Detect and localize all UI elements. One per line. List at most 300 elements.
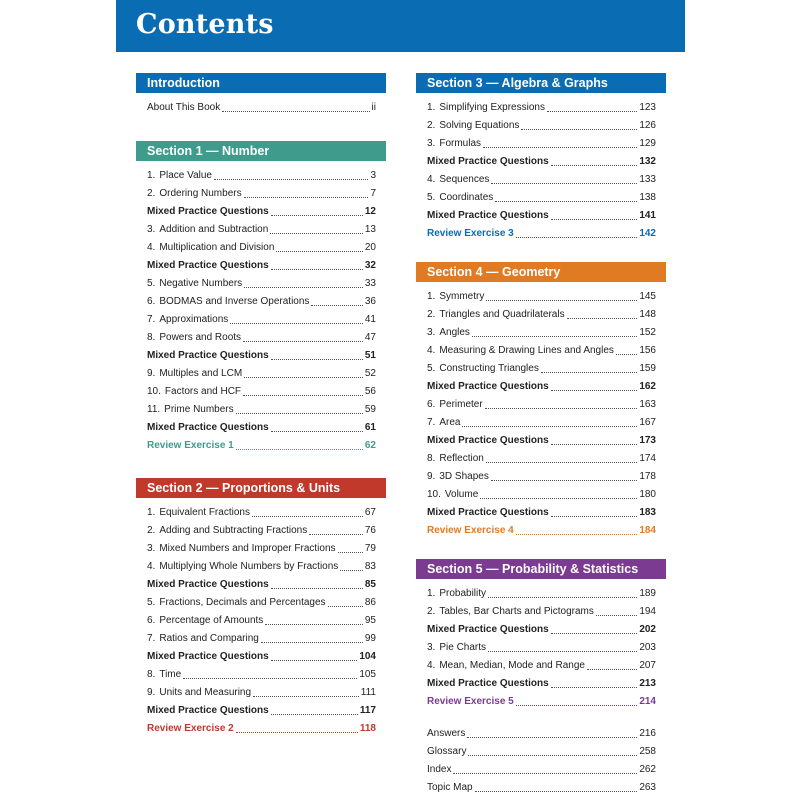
entry-title: Review Exercise 3 <box>427 228 514 239</box>
contents-entry <box>147 239 376 257</box>
dot-leader <box>276 251 362 252</box>
entry-title: Solving Equations <box>439 120 520 131</box>
dot-leader <box>270 233 363 234</box>
entry-title: Prime Numbers <box>164 404 234 415</box>
dot-leader <box>551 687 638 688</box>
contents-entry <box>147 293 376 311</box>
dot-leader <box>483 147 637 148</box>
entry-page-number: 263 <box>639 782 656 793</box>
entry-page-number: 52 <box>364 368 376 379</box>
entry-title: Mixed Practice Questions <box>147 651 269 662</box>
contents-entry <box>427 585 656 603</box>
entry-page-number: 167 <box>639 417 656 428</box>
entry-title: Review Exercise 1 <box>147 440 234 451</box>
dot-leader <box>236 732 358 733</box>
entry-page-number: 214 <box>639 696 656 707</box>
entry-page-number: 183 <box>639 507 656 518</box>
entry-title: Mixed Practice Questions <box>427 210 549 221</box>
entry-title: Mixed Practice Questions <box>147 260 269 271</box>
section-introduction <box>136 73 386 117</box>
entry-page-number: 32 <box>364 260 376 271</box>
entry-title: Simplifying Expressions <box>439 102 545 113</box>
left-column <box>136 73 386 738</box>
entry-title: Mixed Practice Questions <box>427 507 549 518</box>
contents-entry <box>427 324 656 342</box>
entry-page-number: 7 <box>370 188 376 199</box>
contents-entry <box>147 594 376 612</box>
entry-title: Volume <box>444 489 479 500</box>
contents-entry <box>427 288 656 306</box>
entry-page-number: 76 <box>364 525 376 536</box>
entry-number: 2. <box>427 120 436 131</box>
entry-title: Glossary <box>427 746 467 757</box>
entry-page-number: 138 <box>639 192 656 203</box>
entry-title: Powers and Roots <box>159 332 242 343</box>
entry-title: Formulas <box>439 138 482 149</box>
contents-entry <box>147 612 376 630</box>
dot-leader <box>551 165 638 166</box>
entry-number: 1. <box>427 588 436 599</box>
review-exercise-entry <box>147 437 376 455</box>
entry-title: Angles <box>439 327 470 338</box>
dot-leader <box>253 696 359 697</box>
dot-leader <box>587 669 637 670</box>
entry-title: Approximations <box>159 314 229 325</box>
entry-page-number: 202 <box>639 624 656 635</box>
dot-leader <box>551 444 638 445</box>
entry-page-number: 156 <box>639 345 656 356</box>
section-heading: Section 4 — Geometry <box>416 262 666 282</box>
dot-leader <box>340 570 363 571</box>
section-heading: Section 2 — Proportions & Units <box>136 478 386 498</box>
contents-entry <box>427 171 656 189</box>
dot-leader <box>328 606 363 607</box>
dot-leader <box>236 413 363 414</box>
dot-leader <box>567 318 638 319</box>
review-exercise-entry <box>427 693 656 711</box>
section-entries <box>136 93 386 117</box>
entry-title: Sequences <box>439 174 490 185</box>
entry-title: Mixed Practice Questions <box>427 678 549 689</box>
entry-page-number: ii <box>371 102 376 113</box>
mixed-practice-entry <box>427 432 656 450</box>
entry-number: 4. <box>427 174 436 185</box>
entry-number: 6. <box>147 615 156 626</box>
contents-entry <box>147 185 376 203</box>
section-entries <box>416 282 666 540</box>
entry-page-number: 56 <box>364 386 376 397</box>
dot-leader <box>338 552 363 553</box>
contents-banner <box>116 0 685 52</box>
entry-title: Coordinates <box>439 192 494 203</box>
entry-number: 2. <box>427 309 436 320</box>
entry-number: 4. <box>427 345 436 356</box>
back-matter <box>416 725 666 797</box>
entry-number: 8. <box>147 332 156 343</box>
entry-number: 1. <box>427 291 436 302</box>
dot-leader <box>547 111 637 112</box>
entry-number: 1. <box>147 507 156 518</box>
entry-title: Mixed Practice Questions <box>147 350 269 361</box>
entry-title: Measuring & Drawing Lines and Angles <box>439 345 614 356</box>
dot-leader <box>516 237 638 238</box>
entry-number: 9. <box>427 471 436 482</box>
dot-leader <box>551 219 638 220</box>
entry-page-number: 145 <box>639 291 656 302</box>
entry-title: Ratios and Comparing <box>159 633 259 644</box>
dot-leader <box>222 111 369 112</box>
section-heading: Section 1 — Number <box>136 141 386 161</box>
section-entries <box>136 161 386 455</box>
entry-title: Index <box>427 764 452 775</box>
entry-page-number: 12 <box>364 206 376 217</box>
entry-title: Constructing Triangles <box>439 363 539 374</box>
entry-number: 6. <box>147 296 156 307</box>
entry-number: 9. <box>147 687 156 698</box>
entry-title: Mixed Practice Questions <box>427 381 549 392</box>
contents-entry <box>427 657 656 675</box>
entry-number: 3. <box>147 543 156 554</box>
dot-leader <box>551 633 638 634</box>
dot-leader <box>491 480 637 481</box>
entry-title: Ordering Numbers <box>159 188 242 199</box>
entry-number: 6. <box>427 399 436 410</box>
entry-page-number: 85 <box>364 579 376 590</box>
section-probability-statistics <box>416 559 666 711</box>
dot-leader <box>488 597 637 598</box>
contents-entry <box>427 486 656 504</box>
contents-page <box>116 0 685 800</box>
entry-number: 3. <box>147 224 156 235</box>
entry-page-number: 184 <box>639 525 656 536</box>
entry-number: 8. <box>147 669 156 680</box>
entry-title: Mean, Median, Mode and Range <box>439 660 585 671</box>
dot-leader <box>516 534 638 535</box>
entry-title: Multiples and LCM <box>159 368 243 379</box>
contents-entry <box>147 221 376 239</box>
entry-page-number: 178 <box>639 471 656 482</box>
entry-title: Fractions, Decimals and Percentages <box>159 597 326 608</box>
entry-page-number: 83 <box>364 561 376 572</box>
entry-title: Time <box>159 669 182 680</box>
entry-page-number: 163 <box>639 399 656 410</box>
contents-entry <box>147 540 376 558</box>
dot-leader <box>551 390 638 391</box>
entry-page-number: 33 <box>364 278 376 289</box>
dot-leader <box>244 377 363 378</box>
entry-title: Mixed Practice Questions <box>427 624 549 635</box>
section-heading: Section 5 — Probability & Statistics <box>416 559 666 579</box>
entry-number: 5. <box>147 597 156 608</box>
entry-title: 3D Shapes <box>439 471 489 482</box>
section-geometry <box>416 262 666 540</box>
contents-entry <box>427 342 656 360</box>
entry-number: 2. <box>147 188 156 199</box>
contents-entry <box>427 414 656 432</box>
entry-title: Mixed Practice Questions <box>147 705 269 716</box>
entry-number: 3. <box>427 138 436 149</box>
contents-entry <box>147 630 376 648</box>
entry-title: Mixed Practice Questions <box>427 156 549 167</box>
dot-leader <box>243 341 363 342</box>
entry-title: Symmetry <box>439 291 485 302</box>
contents-entry <box>427 135 656 153</box>
dot-leader <box>521 129 637 130</box>
entry-title: Perimeter <box>439 399 483 410</box>
dot-leader <box>486 300 637 301</box>
dot-leader <box>271 660 358 661</box>
entry-page-number: 152 <box>639 327 656 338</box>
dot-leader <box>271 714 358 715</box>
entry-number: 4. <box>147 561 156 572</box>
right-column <box>416 73 666 797</box>
entry-number: 1. <box>147 170 156 181</box>
entry-page-number: 173 <box>639 435 656 446</box>
contents-entry <box>147 365 376 383</box>
contents-entry <box>147 401 376 419</box>
entry-title: Percentage of Amounts <box>159 615 264 626</box>
contents-entry <box>427 360 656 378</box>
contents-entry <box>147 383 376 401</box>
dot-leader <box>183 678 357 679</box>
entry-number: 7. <box>147 633 156 644</box>
mixed-practice-entry <box>427 504 656 522</box>
entry-page-number: 67 <box>364 507 376 518</box>
entry-page-number: 104 <box>359 651 376 662</box>
entry-page-number: 86 <box>364 597 376 608</box>
entry-title: Mixed Practice Questions <box>427 435 549 446</box>
entry-title: Adding and Subtracting Fractions <box>159 525 308 536</box>
entry-title: Pie Charts <box>439 642 487 653</box>
entry-page-number: 95 <box>364 615 376 626</box>
entry-page-number: 207 <box>639 660 656 671</box>
entry-title: Negative Numbers <box>159 278 243 289</box>
dot-leader <box>488 651 637 652</box>
contents-entry <box>427 725 656 743</box>
dot-leader <box>243 395 363 396</box>
entry-title: Review Exercise 5 <box>427 696 514 707</box>
entry-number: 4. <box>147 242 156 253</box>
entry-title: Units and Measuring <box>159 687 252 698</box>
contents-entry <box>427 99 656 117</box>
review-exercise-entry <box>427 522 656 540</box>
entry-page-number: 203 <box>639 642 656 653</box>
contents-entry <box>147 558 376 576</box>
entry-number: 7. <box>427 417 436 428</box>
entry-page-number: 105 <box>359 669 376 680</box>
entry-title: Probability <box>439 588 487 599</box>
entry-title: Tables, Bar Charts and Pictograms <box>439 606 594 617</box>
entry-number: 5. <box>427 192 436 203</box>
dot-leader <box>214 179 368 180</box>
entry-page-number: 99 <box>364 633 376 644</box>
entry-number: 10. <box>147 386 161 397</box>
entry-page-number: 20 <box>364 242 376 253</box>
contents-entry <box>427 306 656 324</box>
contents-entry <box>147 522 376 540</box>
entry-number: 1. <box>427 102 436 113</box>
entry-title: Addition and Subtraction <box>159 224 269 235</box>
dot-leader <box>252 516 363 517</box>
section-proportions-units <box>136 478 386 738</box>
dot-leader <box>467 737 637 738</box>
dot-leader <box>244 197 369 198</box>
contents-entry <box>427 468 656 486</box>
review-exercise-entry <box>147 720 376 738</box>
entry-title: BODMAS and Inverse Operations <box>159 296 310 307</box>
entry-page-number: 141 <box>639 210 656 221</box>
entry-title: Review Exercise 2 <box>147 723 234 734</box>
contents-entry <box>147 99 376 117</box>
entry-title: Reflection <box>439 453 484 464</box>
contents-entry <box>147 167 376 185</box>
entry-title: Equivalent Fractions <box>159 507 250 518</box>
section-heading: Section 3 — Algebra & Graphs <box>416 73 666 93</box>
entry-page-number: 129 <box>639 138 656 149</box>
dot-leader <box>453 773 637 774</box>
entry-number: 9. <box>147 368 156 379</box>
contents-entry <box>427 450 656 468</box>
entry-page-number: 3 <box>370 170 376 181</box>
entry-title: Topic Map <box>427 782 473 793</box>
entry-title: Triangles and Quadrilaterals <box>439 309 565 320</box>
mixed-practice-entry <box>147 576 376 594</box>
dot-leader <box>271 215 363 216</box>
dot-leader <box>551 516 638 517</box>
dot-leader <box>491 183 637 184</box>
section-heading: Introduction <box>136 73 386 93</box>
dot-leader <box>495 201 637 202</box>
entry-title: Mixed Practice Questions <box>147 206 269 217</box>
mixed-practice-entry <box>147 702 376 720</box>
entry-title: Answers <box>427 728 466 739</box>
dot-leader <box>244 287 363 288</box>
dot-leader <box>311 305 362 306</box>
entry-number: 10. <box>427 489 441 500</box>
contents-entry <box>427 761 656 779</box>
entry-title: Factors and HCF <box>164 386 242 397</box>
mixed-practice-entry <box>147 203 376 221</box>
contents-entry <box>427 639 656 657</box>
entry-page-number: 79 <box>364 543 376 554</box>
section-entries <box>416 725 666 797</box>
dot-leader <box>265 624 363 625</box>
entry-page-number: 61 <box>364 422 376 433</box>
entry-title: Mixed Practice Questions <box>147 579 269 590</box>
entry-page-number: 118 <box>359 723 376 734</box>
dot-leader <box>230 323 363 324</box>
dot-leader <box>475 791 638 792</box>
contents-entry <box>147 684 376 702</box>
entry-page-number: 133 <box>639 174 656 185</box>
entry-number: 4. <box>427 660 436 671</box>
contents-entry <box>427 189 656 207</box>
entry-page-number: 194 <box>639 606 656 617</box>
entry-title: Review Exercise 4 <box>427 525 514 536</box>
contents-entry <box>147 666 376 684</box>
entry-number: 7. <box>147 314 156 325</box>
entry-page-number: 132 <box>639 156 656 167</box>
review-exercise-entry <box>427 225 656 243</box>
contents-entry <box>427 743 656 761</box>
entry-page-number: 148 <box>639 309 656 320</box>
dot-leader <box>485 408 638 409</box>
contents-entry <box>427 779 656 797</box>
contents-entry <box>147 311 376 329</box>
mixed-practice-entry <box>427 153 656 171</box>
mixed-practice-entry <box>147 648 376 666</box>
dot-leader <box>271 269 363 270</box>
dot-leader <box>468 755 637 756</box>
dot-leader <box>472 336 637 337</box>
entry-number: 3. <box>427 642 436 653</box>
entry-title: About This Book <box>147 102 221 113</box>
entry-page-number: 51 <box>364 350 376 361</box>
entry-page-number: 258 <box>639 746 656 757</box>
section-entries <box>136 498 386 738</box>
entry-page-number: 162 <box>639 381 656 392</box>
entry-page-number: 59 <box>364 404 376 415</box>
entry-page-number: 216 <box>639 728 656 739</box>
dot-leader <box>236 449 363 450</box>
section-entries <box>416 579 666 711</box>
section-entries <box>416 93 666 243</box>
dot-leader <box>516 705 638 706</box>
entry-page-number: 13 <box>364 224 376 235</box>
mixed-practice-entry <box>147 419 376 437</box>
contents-entry <box>427 396 656 414</box>
entry-number: 2. <box>427 606 436 617</box>
dot-leader <box>271 588 363 589</box>
entry-page-number: 180 <box>639 489 656 500</box>
entry-page-number: 36 <box>364 296 376 307</box>
entry-page-number: 213 <box>639 678 656 689</box>
dot-leader <box>596 615 637 616</box>
entry-title: Area <box>439 417 461 428</box>
entry-page-number: 159 <box>639 363 656 374</box>
entry-title: Multiplying Whole Numbers by Fractions <box>159 561 339 572</box>
dot-leader <box>462 426 637 427</box>
entry-number: 8. <box>427 453 436 464</box>
contents-entry <box>147 504 376 522</box>
page-title: Contents <box>136 9 274 40</box>
dot-leader <box>541 372 637 373</box>
entry-title: Multiplication and Division <box>159 242 275 253</box>
entry-page-number: 189 <box>639 588 656 599</box>
dot-leader <box>309 534 363 535</box>
dot-leader <box>616 354 637 355</box>
contents-entry <box>147 275 376 293</box>
entry-page-number: 174 <box>639 453 656 464</box>
mixed-practice-entry <box>427 207 656 225</box>
entry-title: Mixed Practice Questions <box>147 422 269 433</box>
dot-leader <box>480 498 637 499</box>
entry-number: 2. <box>147 525 156 536</box>
entry-number: 3. <box>427 327 436 338</box>
entry-page-number: 126 <box>639 120 656 131</box>
entry-page-number: 62 <box>364 440 376 451</box>
entry-number: 5. <box>427 363 436 374</box>
entry-number: 5. <box>147 278 156 289</box>
mixed-practice-entry <box>147 257 376 275</box>
dot-leader <box>271 431 363 432</box>
entry-page-number: 117 <box>359 705 376 716</box>
entry-title: Place Value <box>159 170 212 181</box>
entry-page-number: 41 <box>364 314 376 325</box>
entry-page-number: 123 <box>639 102 656 113</box>
contents-entry <box>427 603 656 621</box>
section-algebra-graphs <box>416 73 666 243</box>
